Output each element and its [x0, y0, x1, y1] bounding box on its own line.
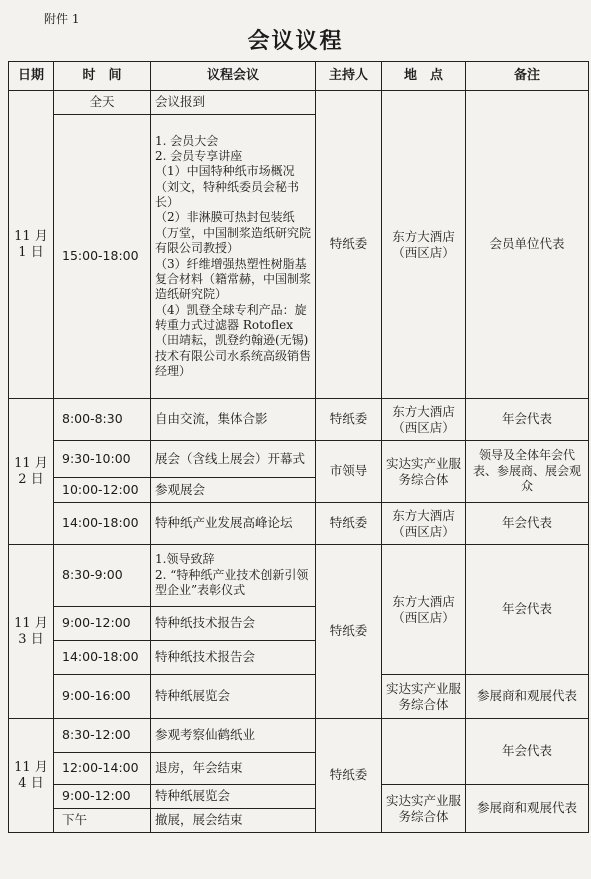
agenda-cell: 会议报到	[151, 91, 316, 115]
note-cell: 年会代表	[466, 503, 589, 545]
time-cell: 下午	[54, 809, 151, 833]
time-cell: 8:30-9:00	[54, 545, 151, 607]
time-cell: 9:30-10:00	[54, 441, 151, 478]
note-cell: 年会代表	[466, 719, 589, 785]
location-cell: 东方大酒店（西区店）	[382, 545, 466, 675]
time-cell: 15:00-18:00	[54, 115, 151, 399]
table-row	[9, 503, 589, 545]
header-date: 日期	[9, 62, 54, 91]
page-title: 会议议程	[247, 28, 344, 54]
note-cell: 会员单位代表	[466, 91, 589, 399]
time-cell: 14:00-18:00	[54, 503, 151, 545]
agenda-cell: 特种纸技术报告会	[151, 607, 316, 641]
agenda-cell: 特种纸展览会	[151, 675, 316, 719]
header-host: 主持人	[316, 62, 382, 91]
table-row	[9, 399, 589, 441]
host-cell: 特纸委	[316, 719, 382, 833]
location-cell: 实达实产业服务综合体	[382, 785, 466, 833]
note-cell: 参展商和观展代表	[466, 785, 589, 833]
table-row	[9, 785, 589, 809]
note-cell: 年会代表	[466, 545, 589, 675]
time-cell: 8:00-8:30	[54, 399, 151, 441]
agenda-cell: 特种纸产业发展高峰论坛	[151, 503, 316, 545]
agenda-cell: 自由交流，集体合影	[151, 399, 316, 441]
agenda-cell: 撤展，展会结束	[151, 809, 316, 833]
note-cell: 年会代表	[466, 399, 589, 441]
agenda-cell: 1.领导致辞 2. “特种纸产业技术创新引领型企业”表彰仪式	[151, 545, 316, 607]
agenda-cell: 特种纸展览会	[151, 785, 316, 809]
time-cell: 14:00-18:00	[54, 641, 151, 675]
host-cell: 特纸委	[316, 91, 382, 399]
agenda-cell: 参观考察仙鹤纸业	[151, 719, 316, 753]
host-cell: 特纸委	[316, 399, 382, 441]
header-time: 时 间	[54, 62, 151, 91]
time-cell: 8:30-12:00	[54, 719, 151, 753]
host-cell: 特纸委	[316, 545, 382, 719]
table-row	[9, 441, 589, 478]
date-cell: 11 月 1 日	[9, 91, 54, 399]
time-cell: 全天	[54, 91, 151, 115]
table-row	[9, 675, 589, 719]
host-cell: 市领导	[316, 441, 382, 503]
host-cell: 特纸委	[316, 503, 382, 545]
agenda-cell: 参观展会	[151, 478, 316, 503]
table-row	[9, 719, 589, 753]
date-cell: 11 月 3 日	[9, 545, 54, 719]
agenda-table	[8, 61, 589, 833]
location-cell-empty	[382, 719, 466, 785]
note-cell: 参展商和观展代表	[466, 675, 589, 719]
table-row	[9, 91, 589, 115]
note-cell: 领导及全体年会代表、参展商、展会观众	[466, 441, 589, 503]
time-cell: 9:00-12:00	[54, 607, 151, 641]
agenda-cell: 展会（含线上展会）开幕式	[151, 441, 316, 478]
time-cell: 9:00-12:00	[54, 785, 151, 809]
agenda-cell: 1. 会员大会 2. 会员专享讲座 （1）中国特种纸市场概况（刘文，特种纸委员会秘书长） （2）非淋膜可热封包装纸（万堂，中国制浆造纸研究院有限公司教授） （3）纤维增强热塑性树脂基复合材料（籍常赫，中国制浆造纸研究院） （4）凯登全球专利产品：旋转重力式过滤器 Rotoflex（田靖耘，凯登约翰逊(无锡)技术有限公司水系统高级销售经理）	[151, 115, 316, 399]
date-cell: 11 月 4 日	[9, 719, 54, 833]
date-cell: 11 月 2 日	[9, 399, 54, 545]
table-row	[9, 545, 589, 607]
attachment-label: 附件 1	[44, 12, 80, 26]
table-header-row	[9, 62, 589, 91]
location-cell: 东方大酒店（西区店）	[382, 399, 466, 441]
time-cell: 9:00-16:00	[54, 675, 151, 719]
agenda-cell: 特种纸技术报告会	[151, 641, 316, 675]
header-location: 地 点	[382, 62, 466, 91]
time-cell: 10:00-12:00	[54, 478, 151, 503]
agenda-cell: 退房，年会结束	[151, 753, 316, 785]
time-cell: 12:00-14:00	[54, 753, 151, 785]
location-cell: 东方大酒店（西区店）	[382, 503, 466, 545]
header-agenda: 议程会议	[151, 62, 316, 91]
header-note: 备注	[466, 62, 589, 91]
location-cell: 东方大酒店（西区店）	[382, 91, 466, 399]
location-cell: 实达实产业服务综合体	[382, 675, 466, 719]
location-cell: 实达实产业服务综合体	[382, 441, 466, 503]
